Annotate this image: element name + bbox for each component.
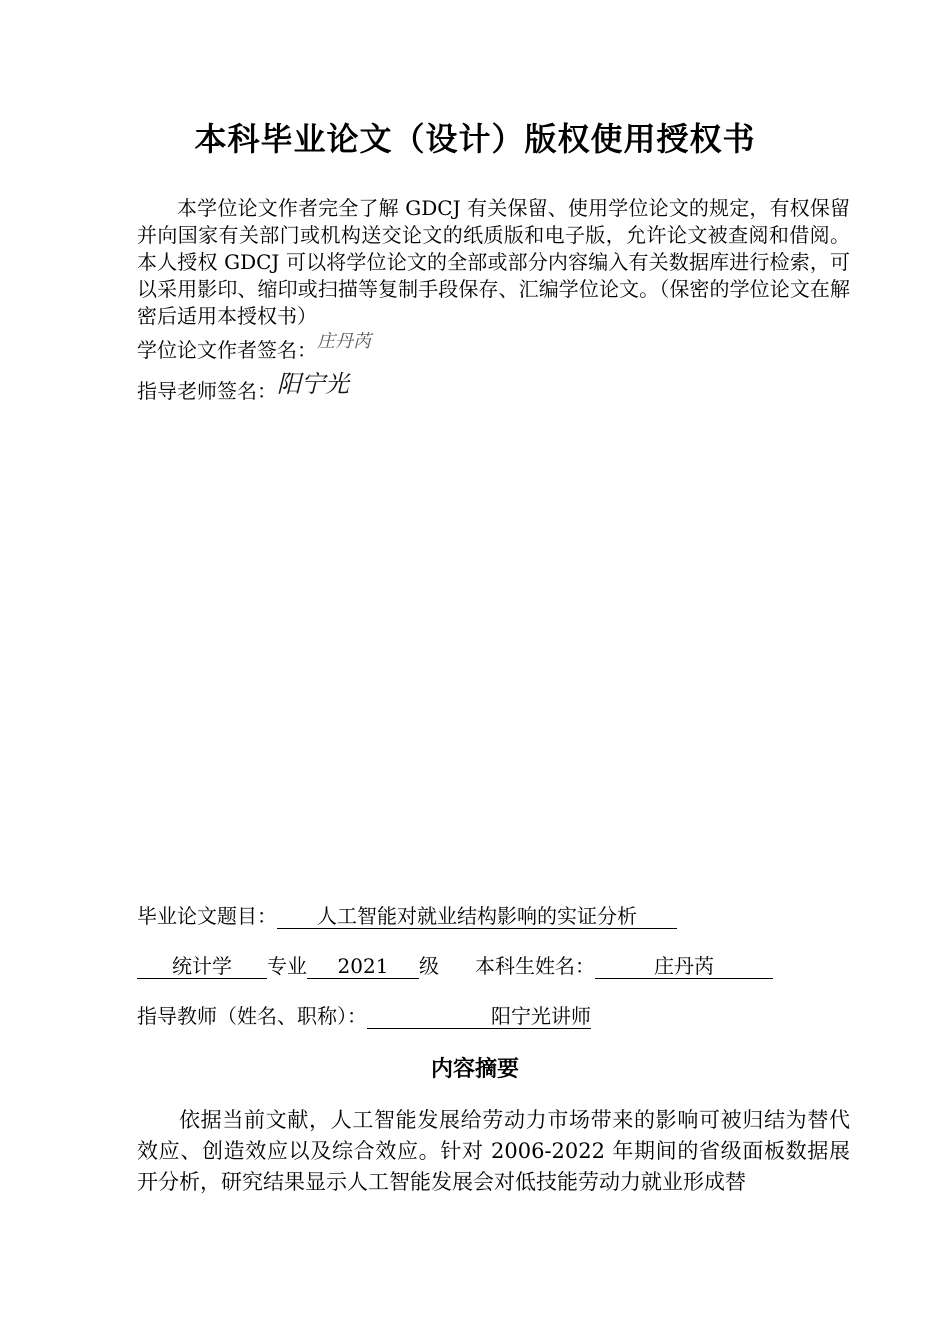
grade-label: 级 [419, 954, 439, 978]
advisor-name: 阳宁光讲师 [367, 1004, 591, 1029]
advisor-label: 指导教师（姓名、职称）： [137, 1004, 367, 1028]
advisor-signature-row [137, 370, 349, 405]
thesis-title: 人工智能对就业结构影响的实证分析 [277, 904, 677, 929]
author-signature: 庄丹芮 [317, 331, 371, 352]
thesis-title-label: 毕业论文题目： [137, 904, 277, 928]
author-signature-label: 学位论文作者签名： [137, 338, 317, 362]
license-paragraph: 本学位论文作者完全了解 GDCJ 有关保留、使用学位论文的规定，有权保留并向国家有关部门或机构送交论文的纸质版和电子版，允许论文被查阅和借阅。本人授权 GDCJ 可以将学位论文的全部或部分内容编入有关数据库进行检索，可以采用影印、缩印或扫描等复制手段保存、汇编学位论文。（保密的学位论文在解密后适用本授权书） [137, 196, 850, 328]
advisor-row [137, 1000, 591, 1029]
grade-value: 2021 [307, 954, 419, 979]
major-value: 统计学 [137, 954, 267, 979]
advisor-signature-label: 指导老师签名： [137, 379, 277, 403]
student-name: 庄丹芮 [595, 954, 773, 979]
advisor-signature: 阳宁光 [277, 370, 349, 398]
page-title: 本科毕业论文（设计）版权使用授权书 [194, 120, 756, 158]
thesis-title-row [137, 900, 677, 929]
author-signature-row [137, 331, 371, 363]
abstract-paragraph: 依据当前文献，人工智能发展给劳动力市场带来的影响可被归结为替代效应、创造效应以及综合效应。针对 2006-2022 年期间的省级面板数据展开分析，研究结果显示人工智能发展会对低技能劳动力就业形成替 [137, 1108, 850, 1194]
major-label: 专业 [267, 954, 307, 978]
student-name-label: 本科生姓名： [475, 954, 595, 978]
abstract-heading: 内容摘要 [430, 1057, 519, 1082]
student-info-row [137, 950, 773, 979]
